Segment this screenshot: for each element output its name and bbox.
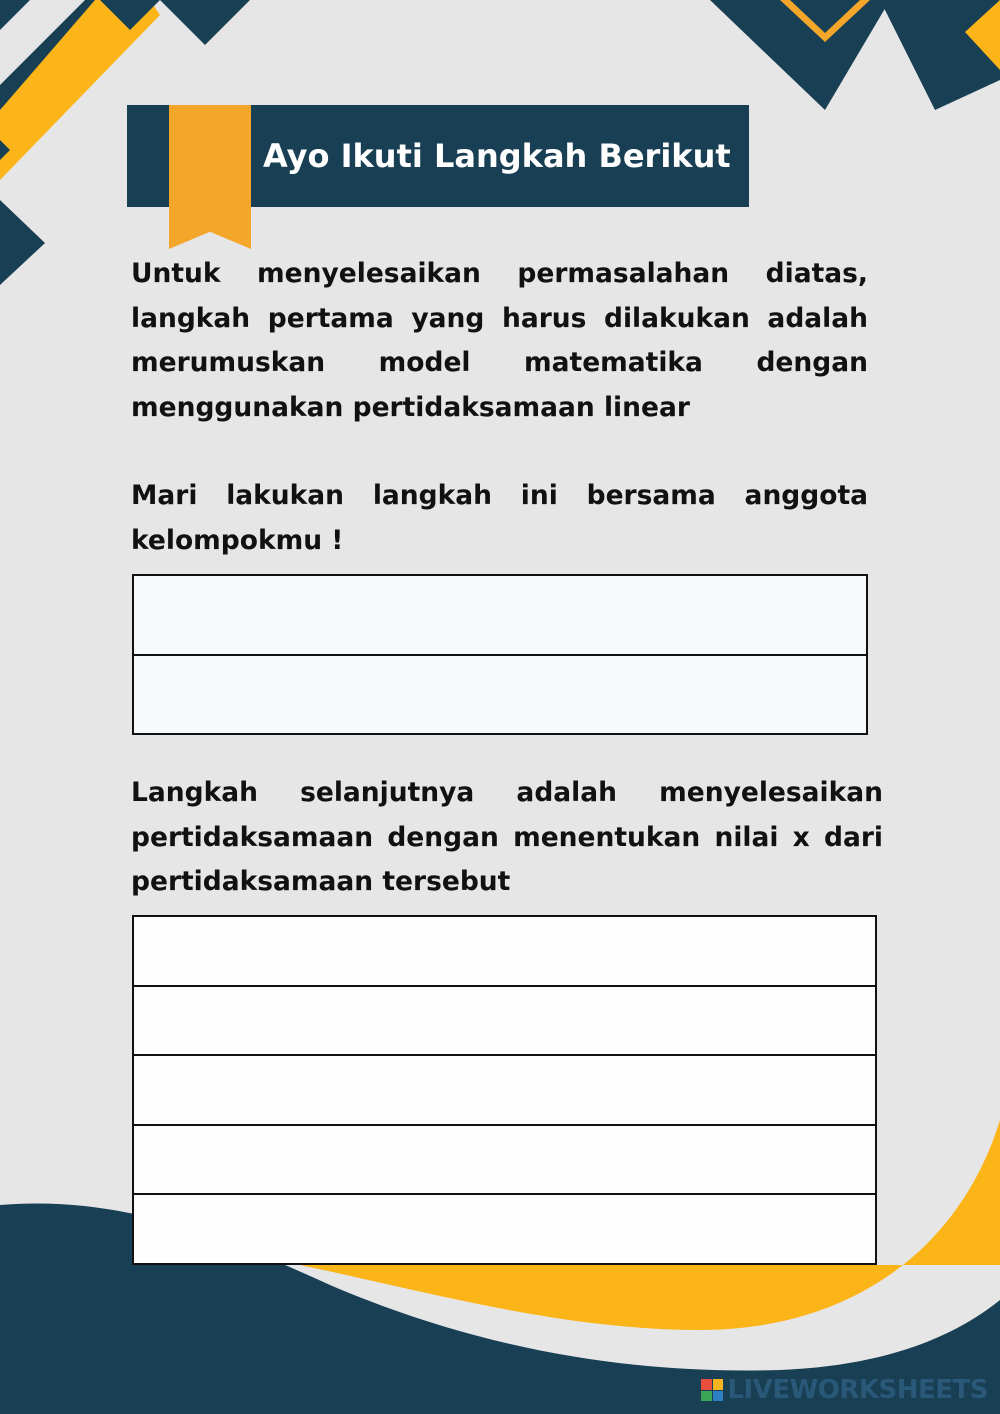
brand-watermark [701, 1376, 988, 1404]
answer-input-solution-5[interactable] [134, 1195, 875, 1263]
answer-box-model [132, 574, 868, 735]
page-title: Ayo Ikuti Langkah Berikut [263, 137, 731, 175]
answer-input-solution-3[interactable] [134, 1056, 875, 1126]
instruction-group: Mari lakukan langkah ini bersama anggota kelompokmu ! [131, 480, 868, 556]
answer-input-solution-2[interactable] [134, 987, 875, 1057]
instruction-step-2: Langkah selanjutnya adalah menyelesaikan pertidaksamaan dengan menentukan nilai x dari pertidaksamaan tersebut [131, 777, 883, 897]
brand-name: LIVEWORKSHEETS [727, 1375, 988, 1405]
answer-input-solution-4[interactable] [134, 1126, 875, 1196]
instruction-step-1: Untuk menyelesaikan permasalahan diatas, langkah pertama yang harus dilakukan adalah merumuskan model matematika dengan menggunakan pertidaksamaan linear [131, 258, 868, 423]
answer-input-model-1[interactable] [134, 576, 866, 656]
answer-box-solution [132, 915, 877, 1265]
brand-logo-icon [701, 1379, 723, 1401]
bookmark-ribbon [169, 105, 251, 249]
answer-input-model-2[interactable] [134, 656, 866, 734]
answer-input-solution-1[interactable] [134, 917, 875, 987]
